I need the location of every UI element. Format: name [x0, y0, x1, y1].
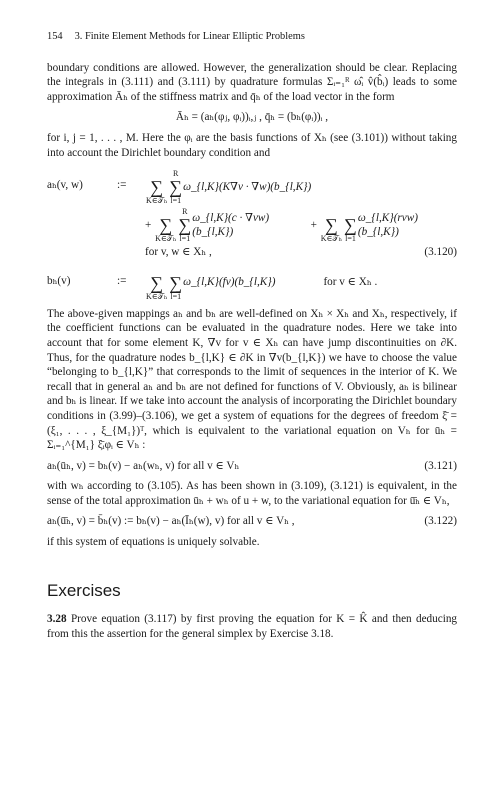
eq-number-3-121: (3.121): [424, 459, 457, 472]
sum-l: R ∑ l=1: [169, 169, 183, 206]
eq-ah-term3: ω_{l,K}(rvw)(b_{l,K}): [357, 211, 418, 239]
page-header: [47, 30, 457, 45]
eq122-expr: aₕ(ū̄ₕ, v) = b̄ₕ(v) := bₕ(v) − aₕ(Īₕ(w), v) for all v ∈ Vₕ ,: [47, 515, 295, 528]
equation-ah-line2: + ∑ K∈𝒯ₕ R ∑ l=1 ω_{l,K}(c · ∇vw)(b_{l,K}) + ∑ K∈𝒯ₕ ∑ l=1 ω_{l,K}(rvw)(b_{l,K}): [47, 207, 457, 243]
exercise-3-28: [47, 612, 457, 641]
eq-bh-op: :=: [117, 274, 127, 287]
eq-bh-lhs: bₕ(v): [47, 274, 71, 287]
paragraph-4: with wₕ according to (3.105). As has been shown in (3.109), (3.121) is equivalent, in the sense of the total approximation ūₕ + wₕ of u + w, to the variational equation for ū̄ₕ ∈ Vₕ,: [47, 480, 457, 507]
eq-ah-cond: for v, w ∈ Xₕ ,: [145, 246, 212, 259]
equation-ah-line3: [47, 245, 457, 260]
eq-ah-op: :=: [117, 179, 127, 192]
exercise-text: Prove equation (3.117) by first proving the equation for K = K̂ and then deducing from this the assertion for the general simplex by Exercise 3.18.: [47, 613, 458, 640]
paragraph-1: boundary conditions are allowed. However, the generalization should be clear. Replacing the integrals in (3.111) and (3.111) by quadrature formulas Σᵢ₌₁ᴿ ω̂ᵢ v̂(b̂ᵢ) leads to some approximation Āₕ of the stiffness matrix and q̄ₕ of the load vector in the form: [47, 61, 457, 103]
eq-number-3-120: (3.120): [424, 246, 457, 259]
equation-bh: bₕ(v) := ∑ K∈𝒯ₕ ∑ l=1 ω_{l,K}(fv)(b_{l,K}) for v ∈ Xₕ .: [47, 272, 378, 301]
running-title: 3. Finite Element Methods for Linear Elliptic Problems: [74, 31, 305, 42]
eq-ah-term2: ω_{l,K}(c · ∇vw)(b_{l,K}): [192, 211, 270, 239]
eq-ah-term1: ω_{l,K}(K∇v · ∇w)(b_{l,K}): [183, 180, 312, 193]
eq121-expr: aₕ(ūₕ, v) = bₕ(v) − aₕ(wₕ, v) for all v ∈ Vₕ: [47, 459, 240, 472]
section-title: Exercises: [47, 580, 121, 600]
sum-K: ∑ K∈𝒯ₕ: [146, 177, 168, 206]
eq-bh-term: ω_{l,K}(fv)(b_{l,K}): [183, 276, 276, 289]
page: [47, 30, 457, 641]
equation-ah-line1: [47, 166, 457, 205]
eq-ah-lhs: aₕ(v, w): [47, 179, 83, 192]
page-number: 154: [47, 31, 63, 42]
equation-matrix: Āₕ = (aₕ(φⱼ, φᵢ))ᵢ,ⱼ , q̄ₕ = (bₕ(φᵢ))ᵢ ,: [175, 111, 329, 124]
equation-3-122: [47, 514, 457, 529]
paragraph-2: for i, j = 1, . . . , M. Here the φᵢ are the basis functions of Xₕ (see (3.101)) without taking into account the Dirichlet boundary condition and: [47, 131, 457, 159]
paragraph-5: if this system of equations is uniquely solvable.: [47, 536, 260, 549]
exercise-label: 3.28: [47, 613, 67, 626]
equation-3-121: [47, 459, 457, 474]
eq-number-3-122: (3.122): [424, 515, 457, 528]
eq-bh-cond: for v ∈ Xₕ .: [323, 276, 378, 289]
paragraph-3: The above-given mappings aₕ and bₕ are well-defined on Xₕ × Xₕ and Xₕ, respectively, if the coefficient functions can be evaluated in the quadrature nodes. Here we take into account that for some element K, ∇v for v ∈ Xₕ can have jump discontinuities on ∂K. Thus, for the quadrature nodes b_{l,K} ∈ ∂K in ∇v(b_{l,K}) we have to choose the value “belonging to b_{l,K}” that corresponds to the limit of sequences in the interior of K. We recall that in general aₕ and bₕ are not defined for functions of V. Obviously, aₕ is bilinear and bₕ is linear. If we take into account the analysis of incorporating the Dirichlet boundary conditions in (3.99)–(3.106), we get a system of equations for the degrees of freedom ξ̄ = (ξ₁, . . . , ξ_{M₁})ᵀ, which is equivalent to the variational equation on Vₕ for ūₕ = Σᵢ₌₁^{M₁} ξ̄ᵢφᵢ ∈ Vₕ :: [47, 307, 457, 452]
